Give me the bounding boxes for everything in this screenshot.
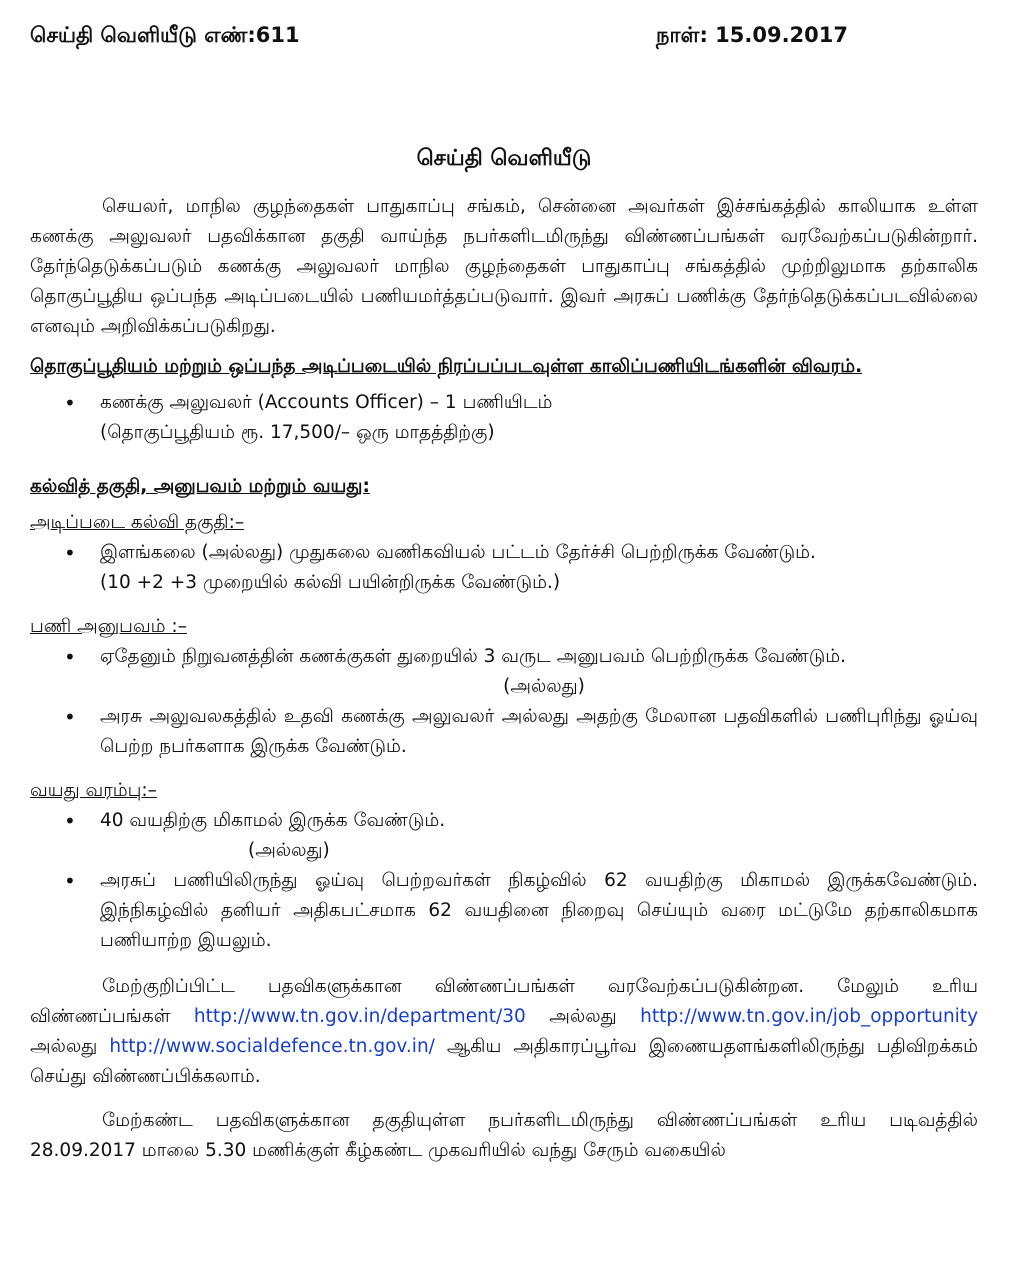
age-list [30, 806, 978, 836]
or-text: (அல்லது) [503, 676, 585, 697]
vacancy-salary: (தொகுப்பூதியம் ரூ. 17,500/– ஒரு மாதத்திற்கு) [100, 422, 495, 443]
or-word: அல்லது [30, 1036, 98, 1057]
education-heading-text: அடிப்படை கல்வி தகுதி:– [30, 512, 245, 533]
list-item: • கணக்கு அலுவலர் (Accounts Officer) – 1 பணியிடம் [30, 388, 978, 418]
experience-list [30, 642, 978, 672]
experience-list-2 [30, 702, 978, 762]
or-word: அல்லது [549, 1006, 617, 1027]
release-number: செய்தி வெளியீடு எண்:611 [30, 23, 300, 47]
application-paragraph [30, 972, 978, 1092]
release-date: நாள்: 15.09.2017 [656, 23, 848, 47]
education-list [30, 538, 978, 568]
list-item: • இளங்கலை (அல்லது) முதுகலை வணிகவியல் பட்டம் தேர்ச்சி பெற்றிருக்க வேண்டும். [30, 538, 978, 568]
education-note: (10 +2 +3 முறையில் கல்வி பயின்றிருக்க வேண்டும்.) [100, 572, 561, 593]
list-item: • அரசு அலுவலகத்தில் உதவி கணக்கு அலுவலர் அல்லது அதற்கு மேலான பதவிகளில் பணிபுரிந்து ஓய்வு பெற்ற நபர்களாக இருக்க வேண்டும். [30, 702, 978, 762]
experience-heading-text: பணி அனுபவம் :– [30, 616, 187, 637]
page-title: செய்தி வெளியீடு [416, 146, 592, 171]
list-item: • அரசுப் பணியிலிருந்து ஓய்வு பெற்றவர்கள் நிகழ்வில் 62 வயதிற்கு மிகாமல் இருக்கவேண்டும். இந்நிகழ்வில் தனியர் அதிகபட்சமாக 62 வயதினை நிறைவு செய்யும் வரை மட்டுமே தற்காலிகமாக பணியாற்ற இயலும். [30, 866, 978, 956]
age-heading [30, 776, 978, 806]
header [30, 0, 978, 50]
closing-paragraph: மேற்கண்ட பதவிகளுக்கான தகுதியுள்ள நபர்களிடமிருந்து விண்ணப்பங்கள் உரிய படிவத்தில் 28.09.2017 மாலை 5.30 மணிக்குள் கீழ்கண்ட முகவரியில் வந்து சேரும் வகையில் [30, 1110, 978, 1161]
experience-heading [30, 612, 978, 642]
application-text-1: மேற்குறிப்பிட்ட பதவிகளுக்கான விண்ணப்பங்கள் வரவேற்கப்படுகின்றன. மேலும் உரிய விண்ணப்பங்கள் [30, 976, 978, 1027]
qualification-section [30, 472, 978, 956]
or-text: (அல்லது) [248, 840, 330, 861]
age-heading-text: வயது வரம்பு:– [30, 780, 157, 801]
education-heading [30, 508, 978, 538]
qualification-heading: கல்வித் தகுதி, அனுபவம் மற்றும் வயது: [30, 476, 370, 497]
link-job-opportunity[interactable]: http://www.tn.gov.in/job_opportunity [640, 1006, 979, 1027]
list-item: • ஏதேனும் நிறுவனத்தின் கணக்குகள் துறையில் 3 வருட அனுபவம் பெற்றிருக்க வேண்டும். [30, 642, 978, 672]
intro-paragraph: செயலர், மாநில குழந்தைகள் பாதுகாப்பு சங்கம், சென்னை அவர்கள் இச்சங்கத்தில் காலியாக உள்ள கணக்கு அலுவலர் பதவிக்கான தகுதி வாய்ந்த நபர்களிடமிருந்து விண்ணப்பங்கள் வரவேற்கப்படுகின்றார். தேர்ந்தெடுக்கப்படும் கணக்கு அலுவலர் மாநில குழந்தைகள் பாதுகாப்பு சங்கத்தில் முற்றிலுமாக தற்காலிக தொகுப்பூதிய ஒப்பந்த அடிப்படையில் பணியமர்த்தப்படுவார். இவர் அரசுப் பணிக்கு தேர்ந்தெடுக்கப்படவில்லை எனவும் அறிவிக்கப்படுகிறது. [30, 196, 978, 337]
vacancy-heading: தொகுப்பூதியம் மற்றும் ஒப்பந்த அடிப்படையில் நிரப்பப்படவுள்ள காலிப்பணியிடங்களின் விவரம். [30, 356, 863, 377]
age-list-2 [30, 866, 978, 956]
link-social-defence[interactable]: http://www.socialdefence.tn.gov.in/ [109, 1036, 435, 1057]
vacancy-section [30, 352, 978, 448]
list-item: • 40 வயதிற்கு மிகாமல் இருக்க வேண்டும். [30, 806, 978, 836]
vacancy-list [30, 388, 978, 418]
link-department[interactable]: http://www.tn.gov.in/department/30 [193, 1006, 526, 1027]
application-text-2: ஆகிய அதிகாரப்பூர்வ இணையதளங்களிலிருந்து பதிவிறக்கம் செய்து விண்ணப்பிக்கலாம். [30, 1036, 978, 1087]
